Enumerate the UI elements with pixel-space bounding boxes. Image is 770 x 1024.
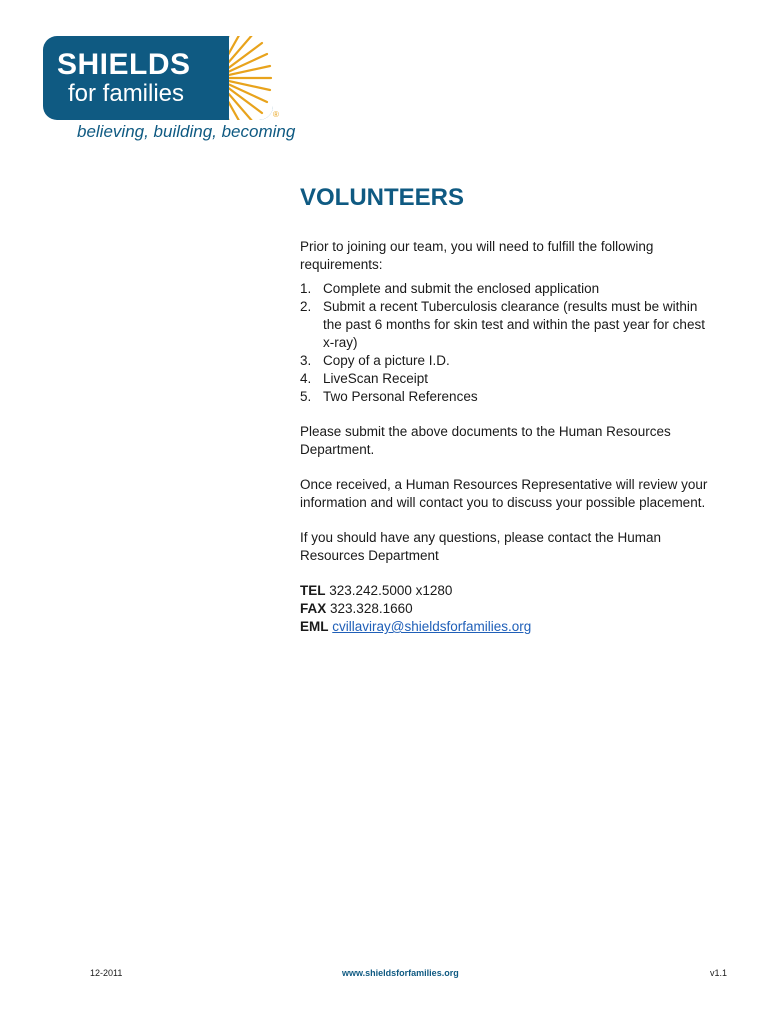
list-item-number: 3. [300, 353, 312, 368]
logo-name-sub: for families [68, 80, 185, 107]
requirements-list [300, 280, 710, 406]
list-item-number: 1. [300, 281, 312, 296]
fax-value: 323.328.1660 [330, 601, 413, 616]
document-body [300, 182, 710, 636]
list-item [300, 388, 710, 406]
footer-version: v1.1 [710, 968, 728, 978]
list-item-text: Copy of a picture I.D. [323, 353, 450, 368]
list-item-number: 4. [300, 371, 312, 386]
list-item [300, 298, 710, 352]
contact-block [300, 582, 710, 636]
tel-value: 323.242.5000 x1280 [329, 583, 453, 598]
logo-name-main: SHIELDS [57, 48, 191, 81]
tel-line [300, 582, 710, 600]
footer-date: 12-2011 [90, 968, 123, 978]
email-line [300, 618, 710, 636]
fax-label: FAX [300, 601, 327, 616]
list-item [300, 370, 710, 388]
list-item [300, 280, 710, 298]
logo-box [43, 36, 273, 120]
list-item-text: Two Personal References [323, 389, 478, 404]
list-item-number: 5. [300, 389, 312, 404]
list-item-text: Complete and submit the enclosed application [323, 281, 600, 296]
tel-label: TEL [300, 583, 326, 598]
list-item-text: Submit a recent Tuberculosis clearance (results must be within the past 6 months for skin test and within the past year for chest x-ray) [323, 299, 705, 350]
sunburst-icon [215, 36, 273, 120]
list-item [300, 352, 710, 370]
fax-line [300, 600, 710, 618]
list-item-text: LiveScan Receipt [323, 371, 429, 386]
list-item-number: 2. [300, 299, 312, 314]
shields-logo [43, 36, 296, 144]
footer-website-link[interactable]: www.shieldsforfamilies.org [342, 968, 459, 978]
review-paragraph: Once received, a Human Resources Representative will review your information and will contact you to discuss your possible placement. [300, 477, 708, 510]
email-label: EML [300, 619, 329, 634]
intro-paragraph: Prior to joining our team, you will need to fulfill the following requirements: [300, 239, 654, 272]
questions-paragraph: If you should have any questions, please contact the Human Resources Department [300, 530, 661, 563]
logo-tagline: believing, building, becoming [77, 122, 296, 141]
submit-paragraph: Please submit the above documents to the Human Resources Department. [300, 424, 671, 457]
registered-mark: ® [273, 110, 279, 119]
page-title: VOLUNTEERS [300, 184, 465, 211]
email-link[interactable]: cvillaviray@shieldsforfamilies.org [332, 619, 532, 634]
